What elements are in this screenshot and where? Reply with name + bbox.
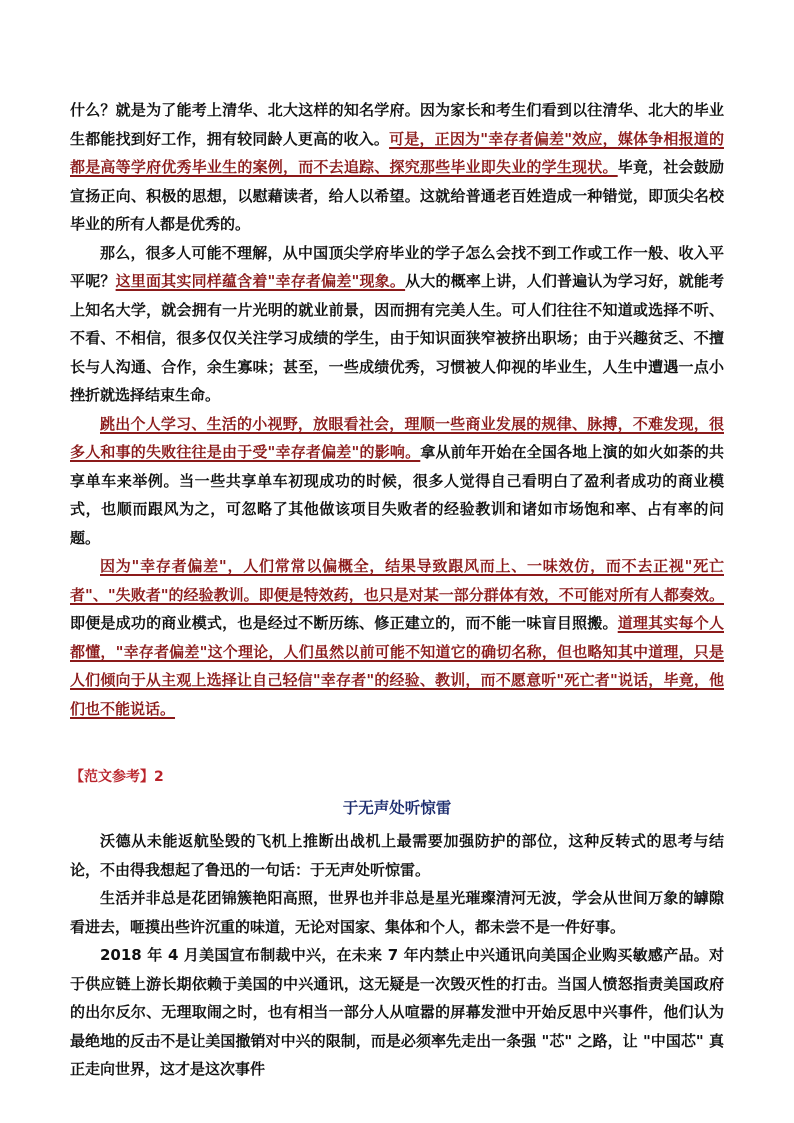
paragraph xyxy=(70,410,724,553)
highlighted-sentence: 可是，正因为"幸存者偏差"效应，媒体争相报道的都是高等学府优秀毕业生的案例，而不去追踪、探究那些毕业即失业的学生现状。 xyxy=(70,129,724,176)
paragraph: 沃德从未能返航坠毁的飞机上推断出战机上最需要加强防护的部位，这种反转式的思考与结论，不由得我想起了鲁迅的一句话：于无声处听惊雷。 xyxy=(70,832,724,879)
paragraph xyxy=(70,239,724,410)
highlighted-sentence: 这里面其实同样蕴含着"幸存者偏差"现象。 xyxy=(115,272,406,290)
paragraph: 2018 年 4 月美国宣布制裁中兴，在未来 7 年内禁止中兴通讯向美国企业购买敏感产品。对于供应链上游长期依赖于美国的中兴通讯，这无疑是一次毁灭性的打击。当国人愤怒指责美国政府的出尔反尔、无理取闹之时，也有相当一部分人从喧嚣的屏幕发泄中开始反思中兴事件，他们认为最绝地的反击不是让美国撤销对中兴的限制，而是必须率先走出一条强 "芯" 之路，让 "中国芯" 真正走向世界，这才是这次事件 xyxy=(70,946,724,1078)
text-segment: 即便是成功的商业模式，也是经过不断历练、修正建立的，而不能一味盲目照搬。 xyxy=(70,614,618,632)
essay-title: 于无声处听惊雷 xyxy=(342,799,452,817)
highlighted-sentence: 因为"幸存者偏差"，人们常常以偏概全，结果导致跟风而上、一味效仿，而不去正视"死亡者"、"失败者"的经验教训。即便是特效药，也只是对某一部分群体有效，不可能对所有人都奏效。 xyxy=(70,557,724,604)
text-segment: 从大的概率上讲，人们普遍认为学习好，就能考上知名大学，就会拥有一片光明的就业前景，因而拥有完美人生。可人们往往不知道或选择不听、不看、不相信，很多仅仅关注学习成绩的学生，由于知识面狭窄被挤出职场；由于兴趣贫乏、不擅长与人沟通、合作，余生寡味；甚至，一些成绩优秀，习惯被人仰视的毕业生，人生中遭遇一点小挫折就选择结束生命。 xyxy=(70,272,724,404)
section-label: 【范文参考】2 xyxy=(70,769,164,785)
passage-survivor-bias xyxy=(70,96,724,723)
highlighted-sentence: 道理其实每个人都懂，"幸存者偏差"这个理论，人们虽然以前可能不知道它的确切名称，但也略知其中道理，只是人们倾向于从主观上选择让自己轻信"幸存者"的经验、教训，而不愿意听"死亡者"说话，毕竟，他们也不能说话。 xyxy=(70,614,724,718)
text-segment: 拿从前年开始在全国各地上演的如火如荼的共享单车来举例。当一些共享单车初现成功的时候，很多人觉得自己看明白了盈利者成功的商业模式，也顺而跟风为之，可忽略了其他做该项目失败者的经验教训和诸如市场饱和率、占有率的问题。 xyxy=(70,443,724,547)
paragraph xyxy=(70,552,724,723)
text-segment: 那么，很多人可能不理解，从中国顶尖学府毕业的学子怎么会找不到工作或工作一般、收入平平呢？ xyxy=(70,243,724,290)
passage-essay-body xyxy=(70,827,724,1084)
paragraph: 生活并非总是花团锦簇艳阳高照，世界也并非总是星光璀璨清河无波，学会从世间万象的罅隙看进去，咂摸出些许沉重的味道，无论对国家、集体和个人，都未尝不是一件好事。 xyxy=(70,889,724,936)
text-segment: 什么？就是为了能考上清华、北大这样的知名学府。因为家长和考生们看到以往清华、北大的毕业生都能找到好工作，拥有较同龄人更高的收入。 xyxy=(70,101,724,148)
paragraph xyxy=(70,96,724,239)
highlighted-sentence: 跳出个人学习、生活的小视野，放眼看社会，理顺一些商业发展的规律、脉搏，不难发现，很多人和事的失败往往是由于受"幸存者偏差"的影响。 xyxy=(70,414,724,461)
text-segment: 毕竟，社会鼓励宣扬正向、积极的思想，以慰藉读者，给人以希望。这就给普通老百姓造成一种错觉，即顶尖名校毕业的所有人都是优秀的。 xyxy=(70,158,724,233)
